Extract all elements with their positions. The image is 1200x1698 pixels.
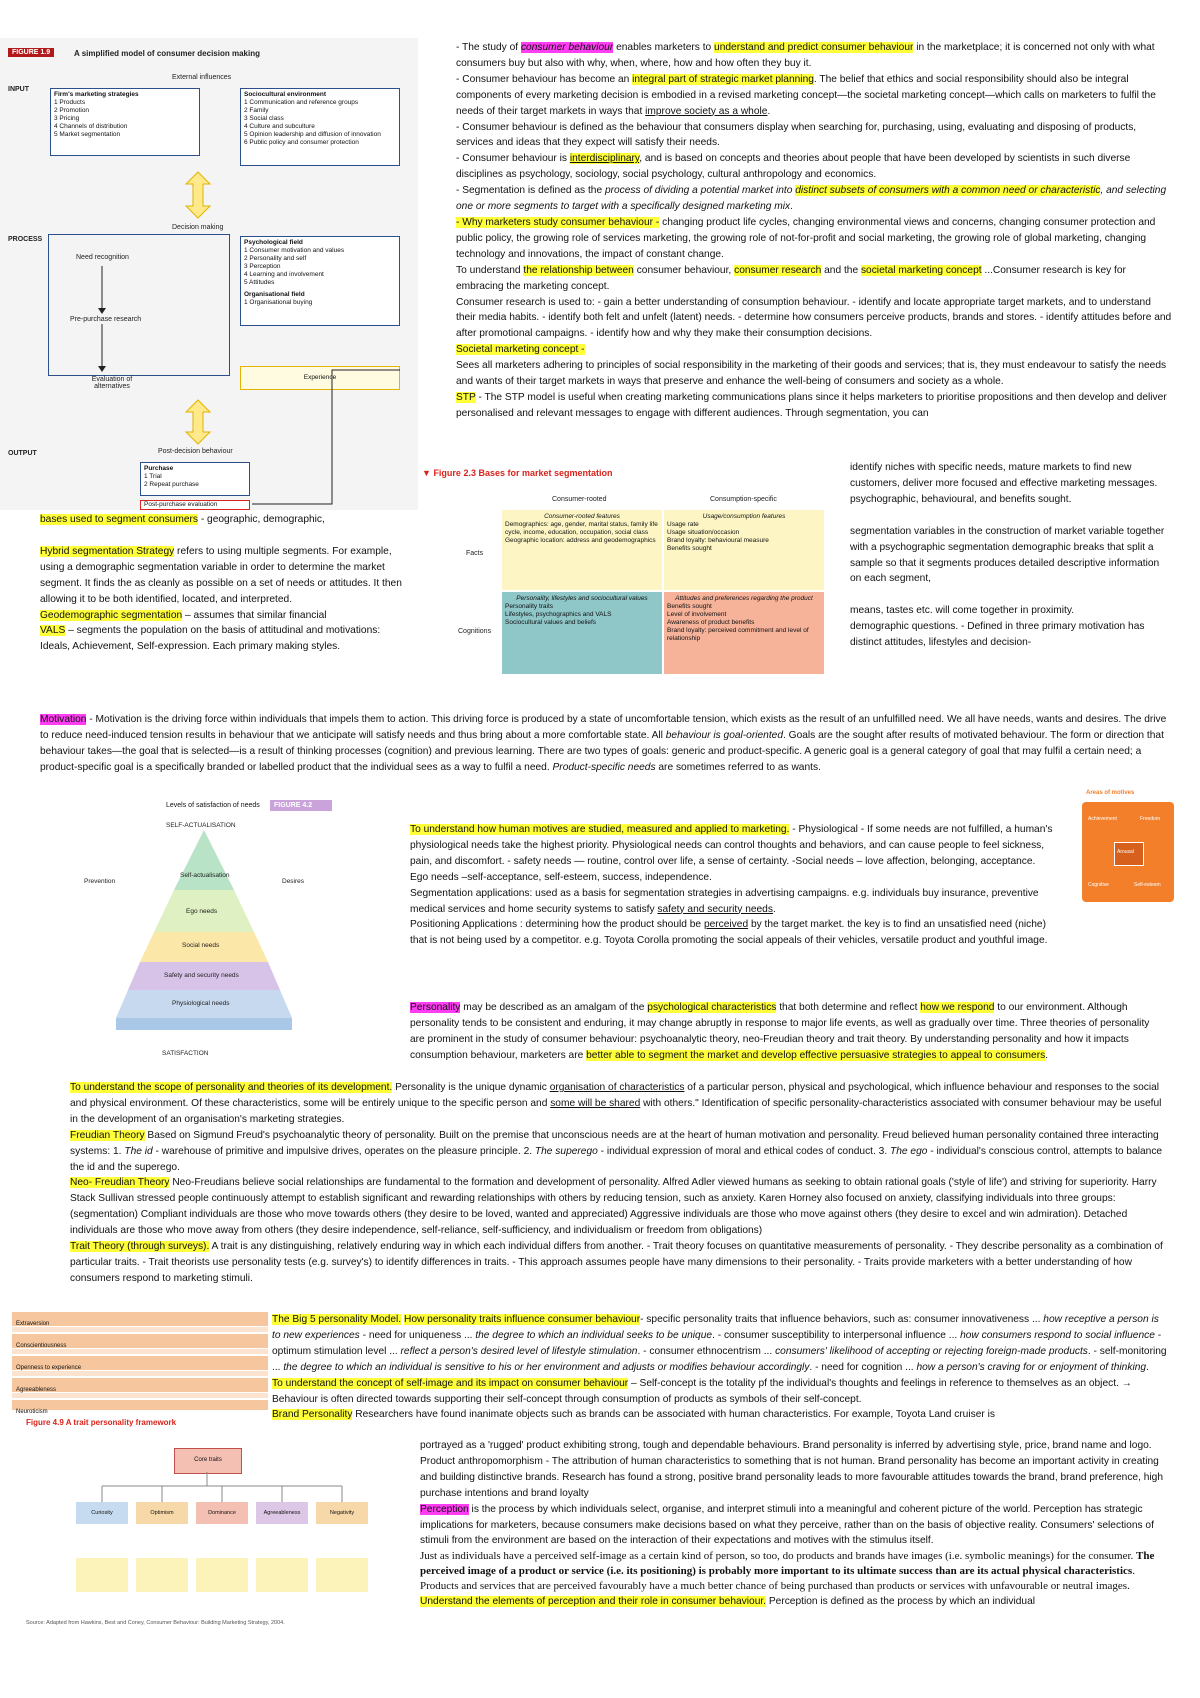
label-process: PROCESS <box>8 236 43 243</box>
figure-trait-hierarchy <box>12 1418 412 1648</box>
box-sociocultural <box>240 88 400 166</box>
bigfive-label: Neuroticism <box>16 1409 48 1415</box>
bigfive-row <box>12 1349 268 1354</box>
step-prepurchase: Pre-purchase research <box>70 316 142 323</box>
row-cognitions: Cognitions <box>458 628 492 635</box>
para-geodemographic: Geodemographic segmentation – assumes that similar financial <box>40 609 327 621</box>
double-arrow-icon <box>186 172 210 218</box>
q3-item: Lifestyles, psychographics and VALS <box>505 611 612 618</box>
para-interdisciplinary: - Consumer behaviour is interdisciplinary, and is based on concepts and theories about people that have been developed by scientists in such diverse disciplines as psychology, sociology, social psychology, cultural anthropology and economics. <box>456 153 1131 181</box>
box-firm-strategies <box>50 88 200 156</box>
figure-title: A simplified model of consumer decision making <box>74 49 260 58</box>
maslow-pyramid <box>116 830 292 1048</box>
orange-cell: Self-esteem <box>1134 882 1161 888</box>
heading-societal: Societal marketing concept - <box>456 344 585 356</box>
col-consumer-rooted: Consumer-rooted <box>552 496 607 503</box>
psych-item: 1 Consumer motivation and values <box>244 247 345 254</box>
firm-item: 1 Products <box>54 99 86 106</box>
text-block-motivation <box>40 712 1172 776</box>
snippet-psychographic: psychographic, behavioural, and benefits sought. <box>850 493 1072 505</box>
socio-item: 2 Family <box>244 107 269 114</box>
text-block-personality <box>410 1000 1162 1064</box>
hierarchy-mid-label: Agreeableness <box>263 1510 301 1516</box>
bigfive-row <box>12 1371 268 1376</box>
maslow-title: Levels of satisfaction of needs <box>166 802 260 809</box>
purchase-title: Purchase <box>144 465 174 472</box>
para-big-five: The Big 5 personality Model. How personality traits influence consumer behaviour- specific personality traits that influence behaviors, such as: consumer innovativeness ... how receptive a person is to new experiences - need for uniqueness ... the degree to which an individual seeks to be unique. - consumer susceptibility to interpersonal influence ... how consumers respond to social influence - optimum stimulation level ... reflect a person's desired level of lifestyle stimulation. - consumer ethnocentrism ... consumers' likelihood of accepting or rejecting foreign-made products. - self-monitoring ... the degree to which an individual is sensitive to his or her environment and adjusts or modifies behaviour accordingly. - need for cognition ... how a person's craving for or enjoyment of thinking. <box>272 1314 1167 1373</box>
para-stp: STP - The STP model is useful when creating marketing communications plans since it helps marketers to prioritise propositions and then develop and deliver personalised and relevant messages to engage with different audiences. Through segmentation, you can <box>456 391 1167 419</box>
para-segmentation-applications: Segmentation applications: used as a basis for segmentation strategies in advertising campaigns. e.g. individuals buy insurance, preventive medical services and home security systems to satisfy safety and security needs. <box>410 887 1039 915</box>
socio-item: 1 Communication and reference groups <box>244 99 359 106</box>
socio-title: Sociocultural environment <box>244 91 326 98</box>
q3-item: Personality traits <box>505 603 554 610</box>
para-perceived-image: Just as individuals have a perceived self-image as a certain kind of person, so too, do products and brands have images (i.e. symbolic meanings) for the consumer. The perceived image of a product or service (i.e. its positioning) is probably more important to its ultimate success than are its actual physical characteristics. Products and services that are perceived favourably have a much better chance of being purchased than products or services with unfavourable or neutral images. <box>420 1550 1155 1593</box>
figure-maslow <box>36 800 358 1062</box>
figure-bases-title <box>422 468 613 478</box>
snippet-demographic: demographic questions. - Defined in three primary motivation has distinct attitudes, lifestyles and decision- <box>850 621 1145 649</box>
socio-item: 4 Culture and subculture <box>244 123 315 130</box>
label-decision: Decision making <box>172 224 224 231</box>
figure-orange-motives <box>1082 790 1174 908</box>
bigfive-label: Openness to experience <box>16 1365 82 1371</box>
para-motivation: Motivation - Motivation is the driving force within individuals that impels them to action. This driving force is produced by a state of uncomfortable tension, which exists as the result of an unfulfilled need. We all have needs, wants and desires. The drive to reduce need-induced tension results in behaviour that we anticipate will satisfy needs and thus bring about a more comfortable state. All behaviour is goal-oriented. Goals are the sought after results of motivated behaviour. The form or direction that behaviour takes—the goal that is selected—is a result of thinking processes (cognition) and previous learning. There are two types of goals: generic and product-specific. A generic goal is a general category of goal that may fulfil a certain need; a product-specific goal is a specifically branded or labelled product that the individual sees as a way to fulfil a need. Product-specific needs are sometimes referred to as wants. <box>40 714 1167 773</box>
psych-item: 2 Personality and self <box>244 255 307 262</box>
bigfive-bar <box>12 1400 268 1415</box>
orange-cell: Freedom <box>1140 816 1161 822</box>
purchase-item: 1 Trial <box>144 473 162 480</box>
text-block-theories <box>70 1080 1170 1287</box>
para-research-used: Consumer research is used to: - gain a better understanding of consumption behaviour. - identify and locate appropriate target markets, and to understand their media habits. - identify both felt and unfelt (latent) needs. - determine how consumers perceive products, brands and stores. - identify attitudes before and after promotional campaigns. - identify how and why they make their consumption decisions. <box>456 296 1172 340</box>
bigfive-bar <box>12 1312 268 1326</box>
text-block-motives <box>410 822 1054 949</box>
maslow-level: Ego needs <box>186 908 218 915</box>
psych-item: 4 Learning and involvement <box>244 271 324 278</box>
psych-title: Psychological field <box>244 239 303 246</box>
box-purchase <box>140 462 250 496</box>
figure-bases-segmentation <box>418 468 842 678</box>
hierarchy-mid-label: Optimism <box>150 1510 174 1516</box>
purchase-item: 2 Repeat purchase <box>144 481 199 488</box>
q2-item: Usage rate <box>667 521 699 528</box>
socio-item: 6 Public policy and consumer protection <box>244 139 359 146</box>
bigfive-row <box>12 1393 268 1398</box>
bigfive-label: Agreeableness <box>16 1387 57 1393</box>
bigfive-row <box>12 1327 268 1332</box>
org-item: 1 Organisational buying <box>244 299 313 306</box>
para-hybrid: Hybrid segmentation Strategy refers to using multiple segments. For example, using a demographic segmentation variable in order to determine the market segment. It finds the as cleanly as possible on a set of needs or attitudes. It then allowing it to be both identified, located, and interpreted. <box>40 545 402 605</box>
maslow-level: Physiological needs <box>172 1000 230 1007</box>
hierarchy-caption: Source: Adapted from Hawkins, Best and Coney, Consumer Behaviour: Building Marketing Strategy, 2004. <box>26 1620 285 1626</box>
double-arrow-icon <box>186 400 210 444</box>
firm-item: 3 Pricing <box>54 115 80 122</box>
orange-cell: Cognitive <box>1088 882 1109 888</box>
hierarchy-mid-box <box>256 1502 308 1524</box>
maslow-level: Social needs <box>182 942 220 949</box>
bigfive-bar <box>12 1334 268 1348</box>
para-elements-perception: Understand the elements of perception and their role in consumer behaviour. Perception is defined as the process by which an individual <box>420 1596 1036 1608</box>
para-brand-portrayed: portrayed as a 'rugged' product exhibiting strong, tough and dependable behaviours. Brand personality is inferred by advertising style, price, brand name and logo. Product anthropomorphism - The attribution of human characteristics to something that is not human. Brand personality has become an important activity in creating and building distinctive brands. Research has found a strong, positive brand personality leads to more favourable attitudes towards the brand, brand preference, high purchase intentions and brand loyalty <box>420 1440 1164 1499</box>
q2-item: Benefits sought <box>667 545 712 552</box>
label-post-decision: Post-decision behaviour <box>158 448 233 455</box>
q1-item: Demographics: age, gender, marital status, family life cycle, income, education, occupation, social class <box>505 521 658 536</box>
snippet-segmentation-variables: segmentation variables in the construction of market variable together with a psychographic segmentation demographic breaks that split a sample so that it segments produces detailed descriptive information on each segment, <box>850 525 1165 585</box>
orange-title: Areas of motives <box>1086 790 1135 796</box>
para-scope-personality: To understand the scope of personality and theories of its development. Personality is the unique dynamic organisation of characteristics of a particular person, physical and psychological, which influence behaviour and responses to the social and physical environment. Of these characteristics, some will be entirely unique to the specific person and some will be shared with others." Identification of specific personality-characteristics associated with consumer behaviour may be useful in the development of an organisation's marketing strategies. <box>70 1082 1162 1125</box>
maslow-level: Safety and security needs <box>164 972 239 979</box>
figure-bases-title-text: Figure 2.3 Bases for market segmentation <box>433 468 613 478</box>
para-segmentation: - Segmentation is defined as the process of dividing a potential market into distinct subsets of consumers with a common need or characteristic, and selecting one or more segments to target with a specifically designed marketing mix. <box>456 185 1167 213</box>
para-bases: bases used to segment consumers - geographic, demographic, <box>40 514 325 525</box>
snippet-niches: identify niches with specific needs, mature markets to find new customers, deliver more focused and effective marketing messages. <box>850 462 1158 489</box>
figure-big-five <box>12 1312 268 1415</box>
psych-item: 3 Perception <box>244 263 281 270</box>
col-consumption-specific: Consumption-specific <box>710 496 777 503</box>
q1-title: Consumer-rooted features <box>544 513 620 520</box>
q3-title: Personality, lifestyles and sociocultural values <box>516 595 648 602</box>
q2-item: Usage situation/occasion <box>667 529 740 536</box>
box-postpurchase <box>140 500 250 510</box>
orange-panel <box>1082 802 1174 902</box>
maslow-tag: FIGURE 4.2 <box>270 800 332 811</box>
q4-item: Benefits sought <box>667 603 712 610</box>
para-relationship: To understand the relationship between consumer behaviour, consumer research and the societal marketing concept ...Consumer research is key for embracing the marketing concept. <box>456 264 1126 292</box>
para-defined: - Consumer behaviour is defined as the behaviour that consumers display when searching for, purchasing, using, evaluating and disposing of products, services and ideas that they expect will satisfy their needs. <box>456 121 1137 149</box>
orange-cell: Arousal <box>1117 849 1134 855</box>
para-human-motives: To understand how human motives are studied, measured and applied to marketing. - Physiological - If some needs are not fulfilled, a human's physiological needs take the highest priority. Physiological needs can control thoughts and behaviors, and can cause people to feel sickness, pain, and discomfort. - safety needs — routine, control over life, a sense of certainty. -Social needs – love affection, belonging, acceptance. Ego needs –self-acceptance, self-esteem, success, independence. <box>410 824 1053 883</box>
maslow-right-head: Desires <box>282 878 305 885</box>
hierarchy-leaf-box <box>256 1558 308 1592</box>
text-block-segmentation-left <box>40 512 412 655</box>
process-arrows <box>96 262 108 382</box>
quadrant-4 <box>664 592 824 674</box>
psych-item: 5 Attitudes <box>244 279 275 286</box>
triangle-icon: ▼ <box>422 468 431 478</box>
para-trait-theory: Trait Theory (through surveys). A trait is any distinguishing, relatively enduring way in which each individual differs from another. - Trait theory focuses on quantitative measurements of personality. - They describe personality as a combination of particular traits. - Trait theorists use personality tests (e.g. survey's) to identify differences in traits. - This approach assumes people have many dimensions to their personality. - Traits provide marketers with a better understanding of how consumers respond to marketing stimuli. <box>70 1241 1163 1284</box>
socio-item: 5 Opinion leadership and diffusion of innovation <box>244 131 381 138</box>
hierarchy-top-label: Core traits <box>194 1457 222 1463</box>
bigfive-label: Extraversion <box>16 1321 50 1327</box>
q1-item: Geographic location: address and geodemographics <box>505 537 656 544</box>
orange-cell: Achievement <box>1088 816 1117 822</box>
text-block-right-snippets <box>850 460 1172 651</box>
para-neo-freudian: Neo- Freudian Theory Neo-Freudians believe social relationships are fundamental to the formation and development of personality. Alfred Adler viewed humans as seeking to obtain rational goals ('style of life') and striving for superiority. Harry Stack Sullivan stressed people continuously attempt to establish significant and rewarding relationships with others by reducing tension, such as anxiety. Karen Horney also focused on anxiety, classifying individuals into three groups: (segmentation) Compliant individuals are those who move towards others (they desire to be loved, wanted and appreciated) Aggressive individuals are those who move against others (they desire to excel and win admiration). Detached individuals are those who move away from others (they desire independence, self-reliance, self-sufficiency, and individualism or freedom from obligations) <box>70 1177 1157 1237</box>
label-input: INPUT <box>8 86 29 93</box>
para-study: - The study of consumer behaviour enables marketers to understand and predict consumer behaviour in the marketplace; it is concerned not only with what consumers buy but also with why, when, where, how and how often they buy it. <box>456 42 1155 69</box>
label-external: External influences <box>172 74 232 81</box>
feedback-loop <box>250 326 400 506</box>
q4-item: Level of involvement <box>667 611 727 618</box>
hierarchy-title: Figure 4.9 A trait personality framework <box>26 1418 177 1427</box>
orange-center <box>1114 842 1144 866</box>
para-societal: Sees all marketers adhering to principles of social responsibility in the marketing of their goods and services; that is, they must endeavour to satisfy the needs and wants of their target markets in ways that preserve and enhance the well-being of consumers and society as a whole. <box>456 360 1167 388</box>
para-vals: VALS – segments the population on the basis of attitudinal and motivations: Ideals, Achievement, Self-expression. Each primary making styles. <box>40 625 381 653</box>
q3-item: Sociocultural values and beliefs <box>505 619 597 626</box>
hierarchy-leaf-box <box>316 1558 368 1592</box>
para-positioning-applications: Positioning Applications : determining how the product should be perceived by the target market. the key is to find an unsatisfied need (niche) that is not being used by a competitor. e.g. Toyota Corolla promoting the social appeals of their vehicles, versatile product and youthful image. <box>410 919 1048 947</box>
hierarchy-top-box <box>174 1448 242 1474</box>
hierarchy-mid-label: Curiosity <box>91 1510 113 1516</box>
quadrant-3 <box>502 592 662 674</box>
step-evaluation: Evaluation of alternatives <box>91 376 133 390</box>
hierarchy-leaf-box <box>196 1558 248 1592</box>
quadrant-1 <box>502 510 662 590</box>
firm-item: 5 Market segmentation <box>54 131 121 138</box>
big-five-heading: The Big 5 personality Model. <box>272 1314 402 1325</box>
bigfive-label: Conscientiousness <box>16 1343 67 1349</box>
firm-title: Firm's marketing strategies <box>54 91 139 98</box>
postpurchase-label: Post-purchase evaluation <box>144 501 218 508</box>
hierarchy-connectors <box>12 1472 412 1502</box>
maslow-top-label: SELF-ACTUALISATION <box>166 822 236 829</box>
hierarchy-mid-label: Dominance <box>208 1510 236 1516</box>
hierarchy-mid-box <box>196 1502 248 1524</box>
bigfive-bar <box>12 1356 268 1370</box>
maslow-level: Self-actualisation <box>180 872 230 879</box>
snippet-proximity: means, tastes etc. will come together in proximity. <box>850 605 1075 617</box>
hierarchy-leaf-box <box>136 1558 188 1592</box>
q4-item: Awareness of product benefits <box>667 619 755 626</box>
quadrant-2 <box>664 510 824 590</box>
step-need-recognition: Need recognition <box>76 254 129 261</box>
row-facts: Facts <box>466 550 484 557</box>
hierarchy-mid-box <box>76 1502 128 1524</box>
para-perception: Perception is the process by which individuals select, organise, and interpret stimuli into a meaningful and coherent picture of the world. Perception has strategic implications for marketers, because consumers make decisions based on what they perceive, rather than on the basis of objective reality. Consumers' selections of stimuli from the environment are based on the interaction of their expectations and motives with the stimulus itself. <box>420 1503 1154 1547</box>
text-block-brand-perception <box>420 1438 1170 1610</box>
para-self-image: To understand the concept of self-image and its impact on consumer behaviour – Self-concept is the totality pf the individual's thoughts and feelings in reference to themselves as an object. → Behaviour is often directed towards supporting their self-concept through consumption of products as symbols of their self-concept. <box>272 1377 1132 1405</box>
q2-item: Brand loyalty: behavioural measure <box>667 537 769 544</box>
para-brand-personality: Brand Personality Researchers have found inanimate objects such as brands can be associated with human characteristics. For example, Toyota Land cruiser is <box>272 1409 995 1421</box>
hierarchy-mid-label: Negativity <box>329 1510 355 1516</box>
experience-label: Experience <box>303 374 337 381</box>
text-block-intro <box>456 40 1172 422</box>
org-title: Organisational field <box>244 291 305 298</box>
traits-influence-heading: How personality traits influence consumer behaviour <box>403 1314 641 1325</box>
para-personality: Personality may be described as an amalgam of the psychological characteristics that both determine and reflect how we respond to our environment. Although personality tends to be consistent and enduring, it may change abruptly in response to major life events, as well as gradually over time. Three theories of personality are prominent in the study of consumer behaviour: psychoanalytic theory, neo-Freudian theory and trait theory. By understanding personality and how it impacts consumption behaviour, marketers are better able to segment the market and develop effective persuasive strategies to appeal to consumers. <box>410 1002 1150 1061</box>
maslow-left-head: Prevention <box>84 878 116 885</box>
para-freudian: Freudian Theory Based on Sigmund Freud's psychoanalytic theory of personality. Built on the premise that unconscious needs are at the heart of human motivation and personality. Freud believed human personality contained three interacting systems: 1. The id - warehouse of primitive and impulsive drives, operates on the pleasure principle. 2. The superego - individual expression of moral and ethical codes of conduct. 3. The ego - individual's conscious control, attempts to balance the id and the superego. <box>70 1129 1163 1173</box>
figure-decision-model <box>0 38 418 510</box>
hierarchy-mid-box <box>136 1502 188 1524</box>
figure-tag: FIGURE 1.9 <box>8 48 54 57</box>
hierarchy-mid-box <box>316 1502 368 1524</box>
firm-item: 2 Promotion <box>54 107 90 114</box>
box-psychological <box>240 236 400 326</box>
q2-title: Usage/consumption features <box>702 513 786 520</box>
bigfive-bar <box>12 1378 268 1392</box>
firm-item: 4 Channels of distribution <box>54 123 128 130</box>
para-why-study: - Why marketers study consumer behaviour - changing product life cycles, changing environmental views and concerns, changing consumer protection and public policy, the growing role of services marketing, the growing role of not-for-profit and social marketing, the growing role of global marketing, changing technology and innovations, the impact of constant change. <box>456 216 1156 260</box>
socio-item: 3 Social class <box>244 115 284 122</box>
q4-item: Brand loyalty: perceived commitment and level of relationship <box>667 627 809 642</box>
hierarchy-leaf-box <box>76 1558 128 1592</box>
label-output: OUTPUT <box>8 450 37 457</box>
text-block-big-five <box>272 1312 1170 1423</box>
para-integral: - Consumer behaviour has become an integral part of strategic market planning. The belief that ethics and social responsibility should also be integral components of every marketing decision is embodied in a revised marketing concept—the societal marketing concept—which calls on marketers to fulfil the needs of their target markets in ways that improve society as a whole. <box>456 73 1156 117</box>
q4-title: Attitudes and preferences regarding the product <box>675 595 813 602</box>
maslow-bottom-label: SATISFACTION <box>162 1050 209 1057</box>
